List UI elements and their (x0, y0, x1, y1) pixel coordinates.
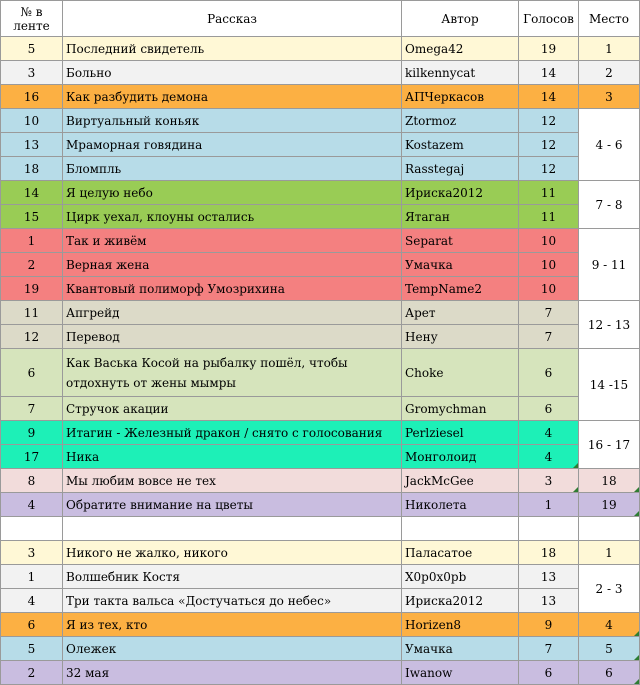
header-author: Автор (402, 1, 519, 37)
table-row (1, 325, 640, 349)
cell-votes: 19 (519, 37, 579, 61)
cell-num: 6 (1, 349, 63, 397)
cell-votes: 11 (519, 181, 579, 205)
cell-story: 32 мая (63, 661, 402, 685)
cell-story: Я целую небо (63, 181, 402, 205)
table-row (1, 661, 640, 685)
cell-story: Как разбудить демона (63, 85, 402, 109)
cell-votes: 6 (519, 397, 579, 421)
cell-num: 6 (1, 613, 63, 637)
table-row (1, 253, 640, 277)
table-row (1, 397, 640, 421)
cell-num: 5 (1, 637, 63, 661)
cell-author: Kostazem (402, 133, 519, 157)
cell-num: 4 (1, 493, 63, 517)
cell-place: 3 (579, 85, 640, 109)
cell-place: 9 - 11 (579, 229, 640, 301)
cell-num: 8 (1, 469, 63, 493)
table-row (1, 85, 640, 109)
table-row (1, 277, 640, 301)
cell-story: Стручок акации (63, 397, 402, 421)
cell-votes: 10 (519, 229, 579, 253)
cell-author: Монголоид (402, 445, 519, 469)
cell-author: Horizen8 (402, 613, 519, 637)
cell-place: 4 (579, 613, 640, 637)
cell-votes: 12 (519, 157, 579, 181)
cell-num: 18 (1, 157, 63, 181)
table-row (1, 229, 640, 253)
empty-cell (63, 517, 402, 541)
table-row (1, 133, 640, 157)
cell-place: 19 (579, 493, 640, 517)
cell-story: Волшебник Костя (63, 565, 402, 589)
cell-place: 16 - 17 (579, 421, 640, 469)
cell-author: Николета (402, 493, 519, 517)
cell-author: Rasstegaj (402, 157, 519, 181)
cell-author: Ятаган (402, 205, 519, 229)
cell-story: Апгрейд (63, 301, 402, 325)
cell-votes: 7 (519, 301, 579, 325)
cell-num: 9 (1, 421, 63, 445)
cell-author: Ztormoz (402, 109, 519, 133)
cell-votes: 13 (519, 589, 579, 613)
table-row (1, 421, 640, 445)
cell-num: 14 (1, 181, 63, 205)
table-row (1, 205, 640, 229)
header-place: Место (579, 1, 640, 37)
cell-author: JackMcGee (402, 469, 519, 493)
cell-story: Последний свидетель (63, 37, 402, 61)
cell-author: TempName2 (402, 277, 519, 301)
cell-story: Перевод (63, 325, 402, 349)
cell-story: Три такта вальса «Достучаться до небес» (63, 589, 402, 613)
cell-num: 7 (1, 397, 63, 421)
cell-votes: 3 (519, 469, 579, 493)
cell-num: 3 (1, 541, 63, 565)
cell-author: Ириска2012 (402, 589, 519, 613)
cell-votes: 10 (519, 253, 579, 277)
cell-story: Итагин - Железный дракон / снято с голосования (63, 421, 402, 445)
table-row (1, 541, 640, 565)
cell-author: Iwanow (402, 661, 519, 685)
cell-author: Separat (402, 229, 519, 253)
separator-row (1, 517, 640, 541)
cell-author: АПЧеркасов (402, 85, 519, 109)
table-body (1, 37, 640, 685)
cell-votes: 7 (519, 637, 579, 661)
cell-num: 13 (1, 133, 63, 157)
cell-place: 1 (579, 37, 640, 61)
cell-num: 5 (1, 37, 63, 61)
cell-story: Виртуальный коньяк (63, 109, 402, 133)
cell-story: Цирк уехал, клоуны остались (63, 205, 402, 229)
table-row (1, 469, 640, 493)
cell-num: 10 (1, 109, 63, 133)
cell-votes: 14 (519, 85, 579, 109)
cell-story: Я из тех, кто (63, 613, 402, 637)
cell-num: 2 (1, 661, 63, 685)
empty-cell (402, 517, 519, 541)
empty-cell (519, 517, 579, 541)
table-row (1, 565, 640, 589)
cell-place: 4 - 6 (579, 109, 640, 181)
table-row (1, 613, 640, 637)
table-row (1, 109, 640, 133)
cell-votes: 4 (519, 421, 579, 445)
cell-votes: 11 (519, 205, 579, 229)
header-votes: Голосов (519, 1, 579, 37)
cell-author: X0p0x0pb (402, 565, 519, 589)
cell-author: Choke (402, 349, 519, 397)
cell-story: Ника (63, 445, 402, 469)
cell-votes: 7 (519, 325, 579, 349)
cell-story: Обратите внимание на цветы (63, 493, 402, 517)
empty-cell (579, 517, 640, 541)
cell-story: Больно (63, 61, 402, 85)
header-row (1, 1, 640, 37)
cell-author: Арет (402, 301, 519, 325)
cell-story: Так и живём (63, 229, 402, 253)
cell-num: 19 (1, 277, 63, 301)
cell-num: 3 (1, 61, 63, 85)
table-row (1, 637, 640, 661)
cell-place: 7 - 8 (579, 181, 640, 229)
cell-story: Олежек (63, 637, 402, 661)
cell-num: 16 (1, 85, 63, 109)
cell-place: 14 -15 (579, 349, 640, 421)
cell-votes: 12 (519, 133, 579, 157)
cell-votes: 14 (519, 61, 579, 85)
table-row (1, 493, 640, 517)
cell-story: Квантовый полиморф Умозрихина (63, 277, 402, 301)
cell-num: 4 (1, 589, 63, 613)
table-row (1, 181, 640, 205)
cell-votes: 18 (519, 541, 579, 565)
cell-place: 2 (579, 61, 640, 85)
cell-author: Omega42 (402, 37, 519, 61)
cell-votes: 13 (519, 565, 579, 589)
cell-story: Как Васька Косой на рыбалку пошёл, чтобы отдохнуть от жены мымры (63, 349, 402, 397)
cell-votes: 4 (519, 445, 579, 469)
cell-num: 1 (1, 565, 63, 589)
cell-num: 11 (1, 301, 63, 325)
cell-author: Паласатое (402, 541, 519, 565)
empty-cell (1, 517, 63, 541)
cell-votes: 9 (519, 613, 579, 637)
cell-num: 17 (1, 445, 63, 469)
cell-author: Perlziesel (402, 421, 519, 445)
cell-place: 12 - 13 (579, 301, 640, 349)
table-row (1, 301, 640, 325)
cell-place: 18 (579, 469, 640, 493)
header-story: Рассказ (63, 1, 402, 37)
cell-num: 12 (1, 325, 63, 349)
cell-votes: 6 (519, 349, 579, 397)
header-num: № в ленте (1, 1, 63, 37)
cell-story: Верная жена (63, 253, 402, 277)
cell-story: Никого не жалко, никого (63, 541, 402, 565)
cell-place: 1 (579, 541, 640, 565)
cell-place: 6 (579, 661, 640, 685)
table-row (1, 445, 640, 469)
cell-votes: 1 (519, 493, 579, 517)
cell-author: Ириска2012 (402, 181, 519, 205)
table-row (1, 349, 640, 397)
cell-place: 2 - 3 (579, 565, 640, 613)
table-row (1, 37, 640, 61)
cell-story: Мраморная говядина (63, 133, 402, 157)
cell-story: Мы любим вовсе не тех (63, 469, 402, 493)
table-row (1, 61, 640, 85)
cell-num: 15 (1, 205, 63, 229)
cell-num: 2 (1, 253, 63, 277)
cell-num: 1 (1, 229, 63, 253)
table-row (1, 157, 640, 181)
cell-author: Нену (402, 325, 519, 349)
cell-votes: 12 (519, 109, 579, 133)
cell-votes: 6 (519, 661, 579, 685)
cell-place: 5 (579, 637, 640, 661)
cell-story: Бломпль (63, 157, 402, 181)
table-row (1, 589, 640, 613)
cell-votes: 10 (519, 277, 579, 301)
cell-author: kilkennycat (402, 61, 519, 85)
cell-author: Умачка (402, 637, 519, 661)
cell-author: Умачка (402, 253, 519, 277)
cell-author: Gromychman (402, 397, 519, 421)
